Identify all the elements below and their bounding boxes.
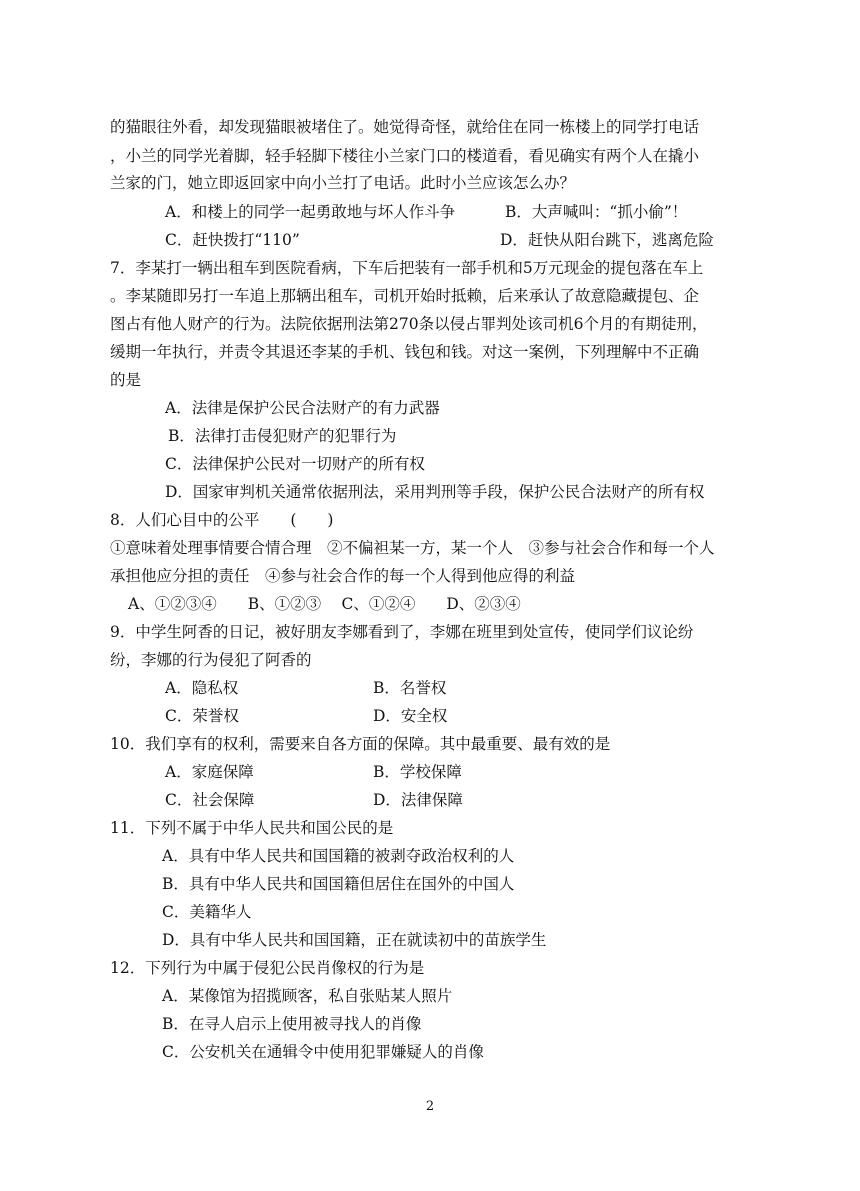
q8-line-2: 承担他应分担的责任 ④参与社会合作的每一个人得到他应得的利益 — [110, 567, 576, 585]
q8-stem: 8．人们心目中的公平 ( ) — [110, 511, 334, 529]
q7-line-5: 的是 — [110, 371, 142, 389]
q12-option-a: A．某像馆为招揽顾客，私自张贴某人照片 — [162, 987, 453, 1005]
q11-stem: 11．下列不属于中华人民共和国公民的是 — [110, 819, 394, 837]
q9-option-b: B．名誉权 — [373, 679, 447, 697]
q11-option-b: B．具有中华人民共和国国籍但居住在国外的中国人 — [162, 875, 515, 893]
q9-option-a: A．隐私权 — [165, 679, 239, 697]
q6-line-1: 的猫眼往外看，却发现猫眼被堵住了。她觉得奇怪，就给住在同一栋楼上的同学打电话 — [110, 118, 700, 136]
q7-line-1: 7．李某打一辆出租车到医院看病，下车后把装有一部手机和5万元现金的提包落在车上 — [110, 259, 704, 277]
q7-option-d: D．国家审判机关通常依据刑法，采用判刑等手段，保护公民合法财产的所有权 — [165, 483, 705, 501]
q11-option-c: C．美籍华人 — [162, 903, 252, 921]
q12-stem: 12．下列行为中属于侵犯公民肖像权的行为是 — [110, 959, 425, 977]
q9-option-c: C．荣誉权 — [165, 707, 239, 725]
q7-option-c: C．法律保护公民对一切财产的所有权 — [165, 455, 425, 473]
q11-option-d: D．具有中华人民共和国国籍，正在就读初中的苗族学生 — [162, 931, 547, 949]
q8-options: A、①②③④ B、①②③ C、①②④ D、②③④ — [128, 595, 521, 613]
q7-line-2: 。李某随即另打一车追上那辆出租车，司机开始时抵赖，后来承认了故意隐藏提包、企 — [110, 287, 700, 305]
q12-option-b: B．在寻人启示上使用被寻找人的肖像 — [162, 1015, 422, 1033]
q9-line-2: 纷，李娜的行为侵犯了阿香的 — [110, 651, 312, 669]
q9-line-1: 9．中学生阿香的日记，被好朋友李娜看到了，李娜在班里到处宣传，使同学们议论纷 — [110, 623, 694, 641]
q7-option-a: A．法律是保护公民合法财产的有力武器 — [165, 399, 440, 417]
q10-option-c: C．社会保障 — [165, 791, 255, 809]
q6-option-d: D．赶快从阳台跳下，逃离危险 — [500, 231, 714, 249]
q7-line-3: 图占有他人财产的行为。法院依据刑法第270条以侵占罪判处该司机6个月的有期徒刑， — [110, 315, 708, 333]
q6-line-3: 兰家的门，她立即返回家中向小兰打了电话。此时小兰应该怎么办？ — [110, 174, 576, 192]
q10-option-a: A．家庭保障 — [165, 763, 254, 781]
q10-option-d: D．法律保障 — [373, 791, 463, 809]
q6-line-2: ，小兰的同学光着脚，轻手轻脚下楼往小兰家门口的楼道看，看见确实有两个人在撬小 — [110, 147, 700, 165]
q6-option-a: A．和楼上的同学一起勇敢地与坏人作斗争 — [165, 203, 456, 221]
q12-option-c: C．公安机关在通辑令中使用犯罪嫌疑人的肖像 — [162, 1043, 484, 1061]
q7-line-4: 缓期一年执行，并责令其退还李某的手机、钱包和钱。对这一案例，下列理解中不正确 — [110, 343, 700, 361]
q6-option-c: C．赶快拨打“110” — [165, 231, 300, 249]
q9-option-d: D．安全权 — [373, 707, 448, 725]
q11-option-a: A．具有中华人民共和国国籍的被剥夺政治权利的人 — [162, 847, 515, 865]
page-number: 2 — [425, 1099, 435, 1114]
q10-option-b: B．学校保障 — [373, 763, 462, 781]
q6-option-b: B．大声喊叫：“抓小偷”！ — [505, 203, 688, 221]
q8-line-1: ①意味着处理事情要合情合理 ②不偏袒某一方，某一个人 ③参与社会合作和每一个人 — [110, 539, 715, 557]
q7-option-b: B．法律打击侵犯财产的犯罪行为 — [168, 427, 397, 445]
q10-stem: 10．我们享有的权利，需要来自各方面的保障。其中最重要、最有效的是 — [110, 735, 611, 753]
